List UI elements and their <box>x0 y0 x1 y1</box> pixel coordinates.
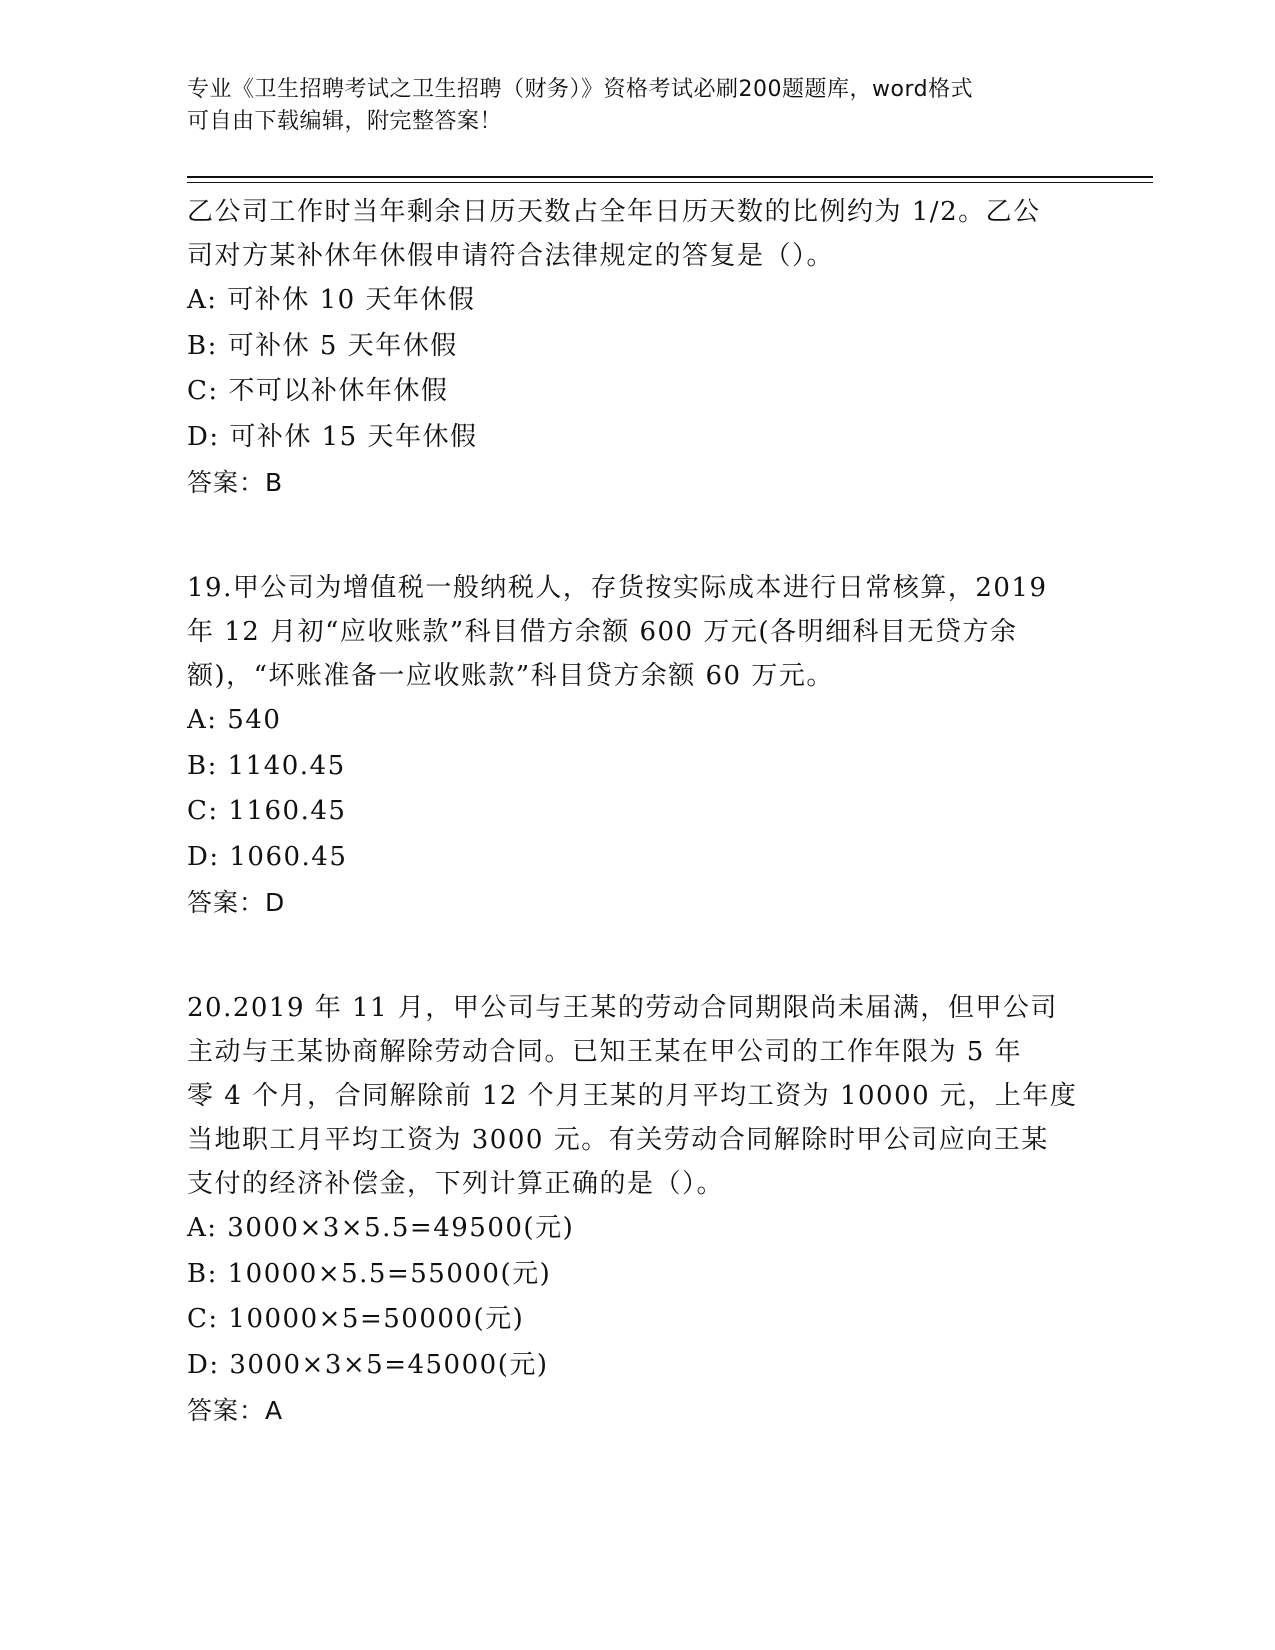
question-text: 20.2019 年 11 月，甲公司与王某的劳动合同期限尚未届满，但甲公司 <box>187 993 1058 1023</box>
answer-line: 答案：A <box>187 1396 284 1425</box>
question-text: 19.甲公司为增值税一般纳税人，存货按实际成本进行日常核算，2019 <box>187 573 1048 603</box>
question-19 <box>187 566 1087 926</box>
option-d: D: 可补休 15 天年休假 <box>187 421 478 452</box>
option-b: B: 1140.45 <box>187 750 346 781</box>
question-text: 年 12 月初“应收账款”科目借方余额 600 万元(各明细科目无贷方余 <box>187 617 1018 647</box>
question-18 <box>187 190 1087 506</box>
option-a: A: 540 <box>187 705 282 735</box>
answer-line: 答案：D <box>187 888 286 917</box>
option-d: D: 3000×3×5=45000(元) <box>187 1349 549 1380</box>
question-text: 主动与王某协商解除劳动合同。已知王某在甲公司的工作年限为 5 年 <box>187 1037 1023 1067</box>
header-divider <box>187 176 1153 183</box>
question-text: 零 4 个月，合同解除前 12 个月王某的月平均工资为 10000 元，上年度 <box>187 1081 1078 1111</box>
question-text: 乙公司工作时当年剩余日历天数占全年日历天数的比例约为 1/2。乙公 <box>187 197 1041 227</box>
option-b: B: 可补休 5 天年休假 <box>187 330 458 361</box>
option-c: C: 1160.45 <box>187 796 347 826</box>
option-d: D: 1060.45 <box>187 841 348 872</box>
answer-line: 答案：B <box>187 468 284 497</box>
option-b: B: 10000×5.5=55000(元) <box>187 1258 552 1289</box>
question-text: 当地职工月平均工资为 3000 元。有关劳动合同解除时甲公司应向王某 <box>187 1125 1049 1155</box>
question-spacer <box>187 506 1087 566</box>
question-spacer <box>187 926 1087 986</box>
option-c: C: 10000×5=50000(元) <box>187 1304 525 1334</box>
question-text: 司对方某补休年休假申请符合法律规定的答复是（）。 <box>187 241 835 271</box>
document-body <box>187 190 1087 1434</box>
option-a: A: 可补休 10 天年休假 <box>187 285 476 315</box>
question-20 <box>187 986 1087 1434</box>
header-line-2: 可自由下载编辑，附完整答案！ <box>187 109 503 134</box>
question-text: 额)，“坏账准备一应收账款”科目贷方余额 60 万元。 <box>187 661 834 691</box>
option-a: A: 3000×3×5.5=49500(元) <box>187 1213 575 1243</box>
page-header <box>187 74 1067 138</box>
option-c: C: 不可以补休年休假 <box>187 376 449 406</box>
question-text: 支付的经济补偿金，下列计算正确的是（）。 <box>187 1169 725 1199</box>
header-line-1: 专业《卫生招聘考试之卫生招聘（财务）》资格考试必刷200题题库，word格式 <box>187 77 974 102</box>
